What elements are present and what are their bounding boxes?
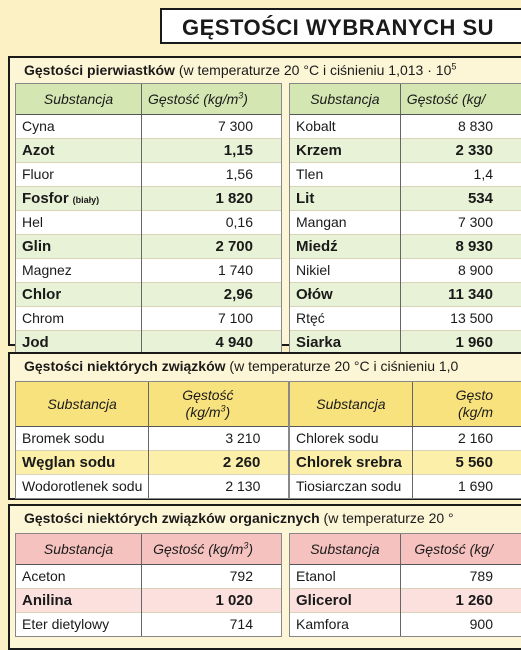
col-substance: Substancja (290, 534, 400, 564)
density-value: 3 210 (149, 426, 289, 450)
table-row (16, 114, 281, 138)
organic-table-right (290, 534, 521, 636)
density-value: 2,96 (142, 282, 282, 306)
table-row (290, 186, 521, 210)
substance-name: Rtęć (290, 306, 400, 330)
col-substance: Substancja (16, 84, 142, 114)
table-row (290, 330, 521, 354)
table-row (290, 564, 521, 588)
table-row (16, 258, 281, 282)
table-row (16, 474, 288, 498)
col-density: Gęsto (kg/m (412, 382, 521, 426)
table-row (16, 234, 281, 258)
page-title: GĘSTOŚCI WYBRANYCH SU (182, 15, 495, 40)
substance-name: Anilina (16, 588, 142, 612)
table-row (290, 426, 521, 450)
density-value: 1,56 (142, 162, 282, 186)
table-row (16, 306, 281, 330)
substance-name: Hel (16, 210, 142, 234)
density-value: 789 (400, 564, 521, 588)
density-value: 2 330 (400, 138, 521, 162)
density-value: 714 (142, 612, 282, 636)
table-row (290, 450, 521, 474)
density-value: 0,16 (142, 210, 282, 234)
density-value: 534 (400, 186, 521, 210)
table-row (16, 162, 281, 186)
col-density: Gęstość (kg/ (400, 84, 521, 114)
page-title-box (160, 8, 521, 44)
substance-name: Glicerol (290, 588, 400, 612)
col-substance: Substancja (290, 84, 400, 114)
organic-heading: Gęstości niektórych związków organicznych (w temperaturze 20 ° (24, 510, 454, 526)
substance-name: Wodorotlenek sodu (16, 474, 149, 498)
col-density: Gęstość (kg/ (400, 534, 521, 564)
table-row (16, 330, 281, 354)
table-row (16, 588, 281, 612)
substance-name: Tiosiarczan sodu (290, 474, 412, 498)
substance-name: Miedź (290, 234, 400, 258)
density-value: 5 560 (412, 450, 521, 474)
table-row (290, 162, 521, 186)
substance-name: Glin (16, 234, 142, 258)
table-row (290, 210, 521, 234)
density-value: 2 160 (412, 426, 521, 450)
table-row (16, 450, 288, 474)
substance-name: Bromek sodu (16, 426, 149, 450)
col-substance: Substancja (16, 534, 142, 564)
table-row (16, 612, 281, 636)
compounds-table-left (16, 382, 288, 498)
table-row (16, 426, 288, 450)
density-value: 900 (400, 612, 521, 636)
density-value: 2 700 (142, 234, 282, 258)
elements-table-right (290, 84, 521, 354)
table-row (290, 474, 521, 498)
table-row (290, 612, 521, 636)
substance-name: Fluor (16, 162, 142, 186)
table-row (16, 564, 281, 588)
density-value: 8 930 (400, 234, 521, 258)
table-row (290, 306, 521, 330)
substance-name: Chlorek sodu (290, 426, 412, 450)
substance-name: Lit (290, 186, 400, 210)
col-substance: Substancja (290, 382, 412, 426)
table-row (16, 210, 281, 234)
table-row (16, 282, 281, 306)
density-value: 13 500 (400, 306, 521, 330)
substance-name: Krzem (290, 138, 400, 162)
density-value: 7 300 (400, 210, 521, 234)
density-value: 7 100 (142, 306, 282, 330)
table-row (290, 282, 521, 306)
substance-name: Tlen (290, 162, 400, 186)
elements-heading: Gęstości pierwiastków (w temperaturze 20 °C i ciśnieniu $1,013 \cdot 10^5$ (24, 61, 457, 78)
density-value: 8 900 (400, 258, 521, 282)
substance-name: Eter dietylowy (16, 612, 142, 636)
table-row (16, 138, 281, 162)
substance-name: Kamfora (290, 612, 400, 636)
substance-name: Węglan sodu (16, 450, 149, 474)
substance-name: Nikiel (290, 258, 400, 282)
density-value: 1 960 (400, 330, 521, 354)
density-value: 1 690 (412, 474, 521, 498)
table-row (290, 258, 521, 282)
table-row (290, 114, 521, 138)
substance-name: Etanol (290, 564, 400, 588)
substance-name: Siarka (290, 330, 400, 354)
density-value: 7 300 (142, 114, 282, 138)
density-value: 1 260 (400, 588, 521, 612)
substance-name: Fosfor (biały) (16, 186, 142, 210)
substance-name: Cyna (16, 114, 142, 138)
substance-name: Kobalt (290, 114, 400, 138)
substance-name: Chlorek srebra (290, 450, 412, 474)
substance-name: Mangan (290, 210, 400, 234)
density-value: 4 940 (142, 330, 282, 354)
compounds-heading: Gęstości niektórych związków (w temperaturze 20 °C i ciśnieniu 1,0 (24, 358, 459, 374)
substance-name: Ołów (290, 282, 400, 306)
density-value: 1 020 (142, 588, 282, 612)
density-value: 11 340 (400, 282, 521, 306)
col-substance: Substancja (16, 382, 149, 426)
table-row (290, 588, 521, 612)
col-density: Gęstość $(kg/m^3)$ (149, 382, 289, 426)
density-value: 792 (142, 564, 282, 588)
substance-name: Jod (16, 330, 142, 354)
table-row (290, 138, 521, 162)
density-value: 1,15 (142, 138, 282, 162)
elements-table-left (16, 84, 281, 354)
substance-name: Azot (16, 138, 142, 162)
density-value: 1,4 (400, 162, 521, 186)
organic-table-left (16, 534, 281, 636)
density-value: 8 830 (400, 114, 521, 138)
substance-name: Chrom (16, 306, 142, 330)
col-density: Gęstość $(kg/m^3)$ (142, 84, 282, 114)
substance-note: (biały) (72, 194, 100, 205)
table-row (16, 186, 281, 210)
col-density: Gęstość $(kg/m^3)$ (142, 534, 282, 564)
substance-name: Chlor (16, 282, 142, 306)
density-value: 2 260 (149, 450, 289, 474)
density-value: 1 820 (142, 186, 282, 210)
compounds-table-right (290, 382, 521, 498)
table-row (290, 234, 521, 258)
density-value: 1 740 (142, 258, 282, 282)
substance-name: Aceton (16, 564, 142, 588)
density-value: 2 130 (149, 474, 289, 498)
substance-name: Magnez (16, 258, 142, 282)
